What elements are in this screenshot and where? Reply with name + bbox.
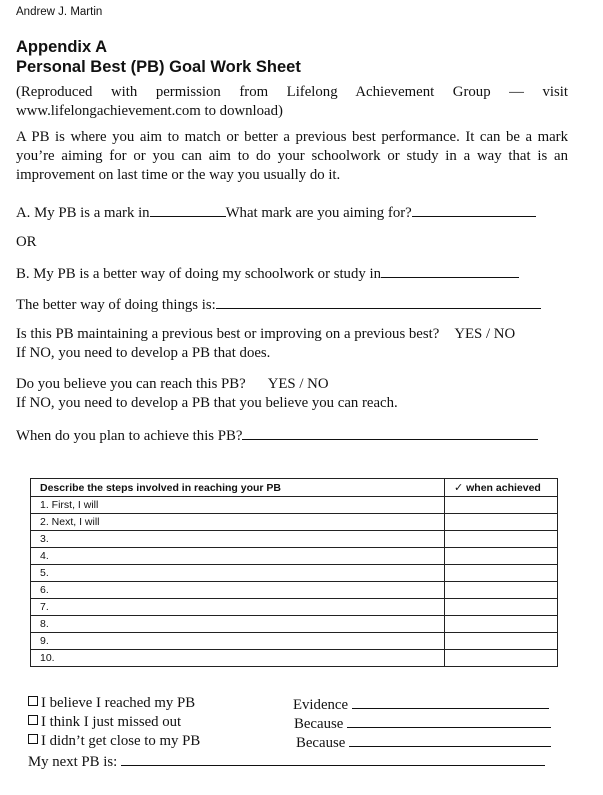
check-icon: ✓ [454, 482, 464, 494]
step-cell[interactable]: 7. [31, 599, 445, 616]
believe-note: If NO, you need to develop a PB that you believe you can reach. [16, 395, 398, 411]
option-b-label: B. My PB is a better way of doing my schoolwork or study in [16, 266, 381, 282]
option-a-row [16, 202, 536, 223]
believe-row [16, 375, 329, 394]
believe-yes-no[interactable]: YES / NO [267, 376, 329, 392]
outcome-missed[interactable] [28, 713, 181, 732]
maintain-row [16, 325, 515, 344]
option-b-row [16, 263, 519, 284]
step-cell[interactable]: 5. [31, 565, 445, 582]
table-row [31, 599, 558, 616]
achieved-cell[interactable] [445, 514, 558, 531]
maintain-note: If NO, you need to develop a PB that does. [16, 345, 271, 361]
achieved-cell[interactable] [445, 633, 558, 650]
option-a-label: A. My PB is a mark in [16, 205, 150, 221]
outcome-missed-label: I think I just missed out [41, 714, 182, 730]
achieved-header [445, 479, 558, 497]
when-label: When do you plan to achieve this PB? [16, 428, 243, 444]
mark-subject-field[interactable] [150, 202, 226, 217]
table-row [31, 565, 558, 582]
better-way-field[interactable] [216, 294, 541, 309]
evidence-label: Evidence [293, 697, 349, 713]
step-cell[interactable]: 3. [31, 531, 445, 548]
table-row [31, 531, 558, 548]
page-title [16, 37, 301, 77]
step-cell[interactable]: 4. [31, 548, 445, 565]
table-row [31, 582, 558, 599]
achieved-cell[interactable] [445, 582, 558, 599]
checkbox-reached[interactable] [28, 696, 38, 706]
step-cell[interactable]: 2. Next, I will [31, 514, 445, 531]
because-row-1 [294, 713, 551, 734]
because-label-2: Because [296, 735, 346, 751]
achieved-header-label: when achieved [466, 482, 541, 494]
believe-question: Do you believe you can reach this PB? [16, 376, 246, 392]
worksheet-heading: Personal Best (PB) Goal Work Sheet [16, 58, 301, 76]
achieved-cell[interactable] [445, 497, 558, 514]
when-field[interactable] [242, 425, 538, 440]
aim-mark-question: What mark are you aiming for? [225, 205, 412, 221]
checkbox-not-close[interactable] [28, 734, 38, 744]
maintain-question: Is this PB maintaining a previous best or improving on a previous best? [16, 326, 440, 342]
because-field-2[interactable] [349, 732, 551, 747]
step-cell[interactable]: 10. [31, 650, 445, 667]
author-name: Andrew J. Martin [16, 6, 103, 18]
step-cell[interactable]: 9. [31, 633, 445, 650]
better-way-subject-field[interactable] [381, 263, 519, 278]
achieved-cell[interactable] [445, 650, 558, 667]
steps-header: Describe the steps involved in reaching your PB [31, 479, 445, 497]
when-row [16, 425, 538, 446]
table-row [31, 514, 558, 531]
outcome-reached-label: I believe I reached my PB [41, 695, 196, 711]
table-row [31, 633, 558, 650]
table-row [31, 497, 558, 514]
step-cell[interactable]: 8. [31, 616, 445, 633]
achieved-cell[interactable] [445, 548, 558, 565]
evidence-field[interactable] [352, 694, 549, 709]
step-cell[interactable]: 1. First, I will [31, 497, 445, 514]
next-pb-row [28, 751, 545, 772]
achieved-cell[interactable] [445, 599, 558, 616]
steps-table-header [31, 479, 558, 497]
outcome-not-close[interactable] [28, 732, 200, 751]
evidence-row [293, 694, 549, 715]
because-label-1: Because [294, 716, 344, 732]
achieved-cell[interactable] [445, 565, 558, 582]
next-pb-label: My next PB is: [28, 754, 118, 770]
better-way-row [16, 294, 541, 315]
steps-table [30, 478, 558, 667]
permission-note: (Reproduced with permission from Lifelong Achievement Group — visit www.lifelongachievement.com to download) [16, 84, 568, 119]
achieved-cell[interactable] [445, 616, 558, 633]
or-label: OR [16, 234, 37, 250]
maintain-yes-no[interactable]: YES / NO [454, 326, 516, 342]
because-row-2 [296, 732, 551, 753]
next-pb-field[interactable] [121, 751, 545, 766]
achieved-cell[interactable] [445, 531, 558, 548]
because-field-1[interactable] [347, 713, 551, 728]
table-row [31, 616, 558, 633]
aim-mark-field[interactable] [412, 202, 536, 217]
checkbox-missed[interactable] [28, 715, 38, 725]
table-row [31, 548, 558, 565]
outcome-reached[interactable] [28, 694, 195, 713]
step-cell[interactable]: 6. [31, 582, 445, 599]
appendix-heading: Appendix A [16, 38, 108, 56]
better-way-label: The better way of doing things is: [16, 297, 216, 313]
pb-definition: A PB is where you aim to match or better a previous best performance. It can be a mark you’re aiming for or you can aim to do your schoolwork or study in a way that is an improvement on last time or the way you usually do it. [16, 129, 568, 183]
table-row [31, 650, 558, 667]
outcome-not-close-label: I didn’t get close to my PB [41, 733, 201, 749]
